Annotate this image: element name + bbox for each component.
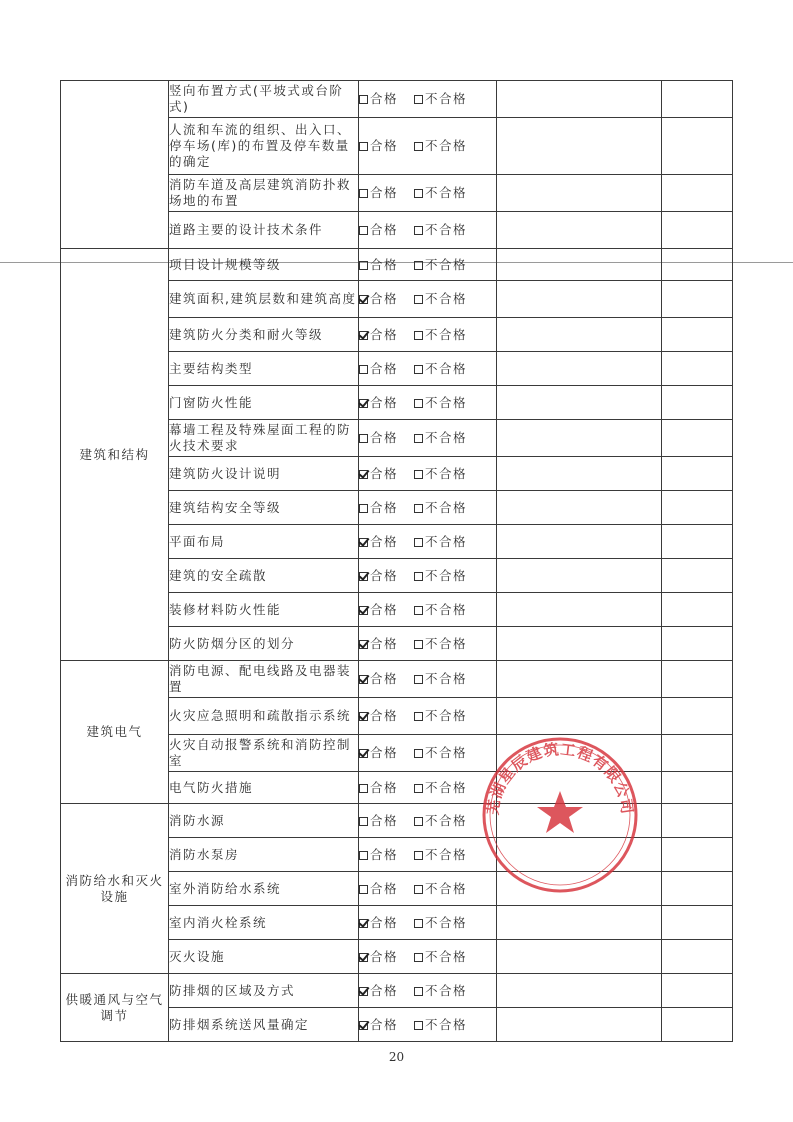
checked-box-icon[interactable] [359, 640, 368, 649]
remarks-cell [497, 940, 662, 974]
fail-option[interactable] [414, 361, 467, 377]
checkbox-icon[interactable] [414, 817, 423, 826]
pass-option[interactable] [359, 602, 398, 618]
checkbox-icon[interactable] [414, 640, 423, 649]
notes-cell [662, 525, 733, 559]
notes-cell [662, 906, 733, 940]
result-cell [359, 772, 497, 804]
fail-label: 不合格 [425, 185, 468, 200]
notes-cell [662, 838, 733, 872]
remarks-cell [497, 838, 662, 872]
pass-label: 合格 [370, 567, 399, 583]
fail-label: 不合格 [425, 567, 468, 583]
fail-label: 不合格 [425, 499, 468, 515]
fail-label: 不合格 [425, 601, 468, 617]
pass-option[interactable] [359, 430, 398, 446]
result-cell [359, 212, 497, 249]
fail-option[interactable] [414, 395, 467, 411]
fail-option[interactable] [414, 568, 467, 584]
checked-box-icon[interactable] [359, 675, 368, 684]
remarks-cell [497, 118, 662, 175]
result-cell [359, 457, 497, 491]
fail-label: 不合格 [425, 708, 468, 723]
remarks-cell [497, 81, 662, 118]
pass-label: 合格 [370, 291, 399, 306]
svg-text:芜湖星辰建筑工程有限公司: 芜湖星辰建筑工程有限公司 [483, 740, 637, 816]
review-item: 灭火设施 [169, 940, 359, 974]
remarks-cell [497, 906, 662, 940]
pass-label: 合格 [370, 222, 399, 237]
category-cell-hvac: 供暖通风与空气调节 [61, 974, 169, 1042]
fail-option[interactable] [414, 466, 467, 482]
pass-option[interactable] [359, 361, 398, 377]
review-item: 消防车道及高层建筑消防扑救场地的布置 [169, 175, 359, 212]
checkbox-icon[interactable] [414, 538, 423, 547]
checked-box-icon[interactable] [359, 572, 368, 581]
fail-option[interactable] [414, 185, 467, 201]
review-item: 道路主要的设计技术条件 [169, 212, 359, 249]
pass-option[interactable] [359, 813, 398, 829]
result-cell [359, 81, 497, 118]
pass-label: 合格 [370, 982, 399, 998]
fail-option[interactable] [414, 222, 467, 238]
remarks-cell [497, 525, 662, 559]
result-cell [359, 735, 497, 772]
review-item: 平面布局 [169, 525, 359, 559]
checked-box-icon[interactable] [359, 606, 368, 615]
review-item: 消防电源、配电线路及电器装置 [169, 661, 359, 698]
remarks-cell [497, 491, 662, 525]
table-row [61, 81, 733, 118]
checkbox-icon[interactable] [414, 142, 423, 151]
remarks-cell [497, 212, 662, 249]
pass-option[interactable] [359, 91, 398, 107]
checkbox-icon[interactable] [414, 226, 423, 235]
notes-cell [662, 804, 733, 838]
fail-option[interactable] [414, 534, 467, 550]
fail-option[interactable] [414, 500, 467, 516]
notes-cell [662, 559, 733, 593]
pass-option[interactable] [359, 708, 398, 724]
result-cell [359, 593, 497, 627]
notes-cell [662, 491, 733, 525]
checkbox-icon[interactable] [414, 919, 423, 928]
result-cell [359, 318, 497, 352]
remarks-cell [497, 457, 662, 491]
notes-cell [662, 974, 733, 1008]
fail-option[interactable] [414, 291, 467, 307]
notes-cell [662, 772, 733, 804]
pass-label: 合格 [370, 745, 399, 760]
checkbox-icon[interactable] [414, 953, 423, 962]
pass-option[interactable] [359, 395, 398, 411]
review-item: 竖向布置方式(平坡式或台阶式) [169, 81, 359, 118]
pass-label: 合格 [370, 914, 399, 930]
notes-cell [662, 318, 733, 352]
fail-option[interactable] [414, 813, 467, 829]
review-item: 消防水泵房 [169, 838, 359, 872]
pass-label: 合格 [370, 601, 399, 617]
pass-label: 合格 [370, 880, 399, 896]
pass-label: 合格 [370, 185, 399, 200]
fail-option[interactable] [414, 780, 467, 796]
result-cell [359, 872, 497, 906]
review-item: 主要结构类型 [169, 352, 359, 386]
review-item: 建筑面积,建筑层数和建筑高度 [169, 281, 359, 318]
fail-option[interactable] [414, 430, 467, 446]
pass-label: 合格 [370, 499, 399, 515]
fail-label: 不合格 [425, 326, 468, 342]
fail-label: 不合格 [425, 138, 468, 153]
notes-cell [662, 249, 733, 281]
pass-option[interactable] [359, 534, 398, 550]
fail-option[interactable] [414, 915, 467, 931]
fail-label: 不合格 [425, 394, 468, 410]
review-item: 防排烟系统送风量确定 [169, 1008, 359, 1042]
review-item: 门窗防火性能 [169, 386, 359, 420]
pass-option[interactable] [359, 466, 398, 482]
result-cell [359, 249, 497, 281]
checkbox-icon[interactable] [414, 470, 423, 479]
remarks-cell [497, 559, 662, 593]
remarks-cell [497, 352, 662, 386]
page-number: 20 [388, 1050, 405, 1064]
fail-option[interactable] [414, 881, 467, 897]
fail-label: 不合格 [425, 745, 468, 760]
review-item: 人流和车流的组织、出入口、停车场(库)的布置及停车数量的确定 [169, 118, 359, 175]
result-cell [359, 1008, 497, 1042]
fail-option[interactable] [414, 983, 467, 999]
fail-option[interactable] [414, 847, 467, 863]
checkbox-icon[interactable] [359, 434, 368, 443]
remarks-cell [497, 593, 662, 627]
pass-option[interactable] [359, 568, 398, 584]
pass-label: 合格 [370, 812, 399, 828]
checkbox-icon[interactable] [359, 851, 368, 860]
pass-label: 合格 [370, 138, 399, 153]
pass-option[interactable] [359, 745, 398, 761]
pass-option[interactable] [359, 327, 398, 343]
notes-cell [662, 735, 733, 772]
checkbox-icon[interactable] [414, 784, 423, 793]
category-cell-water-supply: 消防给水和灭火设施 [61, 804, 169, 974]
fail-label: 不合格 [425, 430, 468, 445]
pass-label: 合格 [370, 671, 399, 686]
checked-box-icon[interactable] [359, 295, 368, 304]
checked-box-icon[interactable] [359, 1021, 368, 1030]
checkbox-icon[interactable] [359, 885, 368, 894]
notes-cell [662, 118, 733, 175]
pass-option[interactable] [359, 1017, 398, 1033]
checkbox-icon[interactable] [414, 606, 423, 615]
result-cell [359, 352, 497, 386]
remarks-cell [497, 772, 662, 804]
pass-option[interactable] [359, 847, 398, 863]
checked-box-icon[interactable] [359, 987, 368, 996]
table-row [61, 974, 733, 1008]
notes-cell [662, 872, 733, 906]
checked-box-icon[interactable] [359, 953, 368, 962]
fail-option[interactable] [414, 1017, 467, 1033]
fail-option[interactable] [414, 327, 467, 343]
review-item: 建筑结构安全等级 [169, 491, 359, 525]
pass-option[interactable] [359, 915, 398, 931]
fail-label: 不合格 [425, 291, 468, 306]
checkbox-icon[interactable] [414, 1021, 423, 1030]
result-cell [359, 386, 497, 420]
fail-label: 不合格 [425, 91, 468, 106]
checked-box-icon[interactable] [359, 712, 368, 721]
fail-option[interactable] [414, 138, 467, 154]
fail-label: 不合格 [425, 222, 468, 237]
checkbox-icon[interactable] [414, 295, 423, 304]
result-cell [359, 804, 497, 838]
pass-option[interactable] [359, 983, 398, 999]
checkbox-icon[interactable] [414, 189, 423, 198]
remarks-cell [497, 804, 662, 838]
checkbox-icon[interactable] [359, 365, 368, 374]
checked-box-icon[interactable] [359, 470, 368, 479]
review-item: 建筑的安全疏散 [169, 559, 359, 593]
fail-label: 不合格 [425, 465, 468, 481]
checkbox-icon[interactable] [414, 504, 423, 513]
remarks-cell [497, 627, 662, 661]
result-cell [359, 175, 497, 212]
remarks-cell [497, 386, 662, 420]
remarks-cell [497, 318, 662, 352]
checkbox-icon[interactable] [359, 261, 368, 270]
result-cell [359, 838, 497, 872]
checkbox-icon[interactable] [414, 331, 423, 340]
checkbox-icon[interactable] [414, 365, 423, 374]
fail-label: 不合格 [425, 914, 468, 930]
fail-label: 不合格 [425, 360, 468, 376]
pass-option[interactable] [359, 138, 398, 154]
fail-option[interactable] [414, 949, 467, 965]
notes-cell [662, 352, 733, 386]
fail-label: 不合格 [425, 635, 468, 651]
checked-box-icon[interactable] [359, 538, 368, 547]
remarks-cell [497, 249, 662, 281]
checkbox-icon[interactable] [359, 95, 368, 104]
checkbox-icon[interactable] [414, 261, 423, 270]
fail-option[interactable] [414, 636, 467, 652]
checked-box-icon[interactable] [359, 919, 368, 928]
pass-label: 合格 [370, 430, 399, 445]
checkbox-icon[interactable] [359, 784, 368, 793]
notes-cell [662, 457, 733, 491]
checkbox-icon[interactable] [414, 399, 423, 408]
notes-cell [662, 593, 733, 627]
pass-option[interactable] [359, 780, 398, 796]
notes-cell [662, 940, 733, 974]
pass-option[interactable] [359, 257, 398, 273]
pass-label: 合格 [370, 533, 399, 549]
result-cell [359, 118, 497, 175]
result-cell [359, 525, 497, 559]
table-row [61, 661, 733, 698]
review-item: 幕墙工程及特殊屋面工程的防火技术要求 [169, 420, 359, 457]
review-item: 电气防火措施 [169, 772, 359, 804]
pass-option[interactable] [359, 222, 398, 238]
review-item: 火灾应急照明和疏散指示系统 [169, 698, 359, 735]
review-item: 防火防烟分区的划分 [169, 627, 359, 661]
result-cell [359, 940, 497, 974]
checkbox-icon[interactable] [414, 851, 423, 860]
pass-label: 合格 [370, 394, 399, 410]
result-cell [359, 906, 497, 940]
pass-label: 合格 [370, 846, 399, 862]
pass-label: 合格 [370, 635, 399, 651]
category-cell-general [61, 81, 169, 249]
checkbox-icon[interactable] [414, 712, 423, 721]
review-item: 建筑防火设计说明 [169, 457, 359, 491]
pass-label: 合格 [370, 326, 399, 342]
checkbox-icon[interactable] [359, 226, 368, 235]
pass-label: 合格 [370, 1016, 399, 1032]
checkbox-icon[interactable] [359, 142, 368, 151]
notes-cell [662, 420, 733, 457]
pass-label: 合格 [370, 708, 399, 723]
notes-cell [662, 212, 733, 249]
review-item: 装修材料防火性能 [169, 593, 359, 627]
fail-option[interactable] [414, 745, 467, 761]
result-cell [359, 559, 497, 593]
review-item: 火灾自动报警系统和消防控制室 [169, 735, 359, 772]
result-cell [359, 627, 497, 661]
fail-label: 不合格 [425, 779, 468, 795]
checked-box-icon[interactable] [359, 331, 368, 340]
remarks-cell [497, 281, 662, 318]
notes-cell [662, 281, 733, 318]
checked-box-icon[interactable] [359, 399, 368, 408]
review-item: 防排烟的区域及方式 [169, 974, 359, 1008]
checkbox-icon[interactable] [414, 987, 423, 996]
checked-box-icon[interactable] [359, 749, 368, 758]
pass-option[interactable] [359, 185, 398, 201]
table-row [61, 804, 733, 838]
pass-option[interactable] [359, 500, 398, 516]
result-cell [359, 420, 497, 457]
fail-label: 不合格 [425, 948, 468, 964]
result-cell [359, 661, 497, 698]
review-item: 建筑防火分类和耐火等级 [169, 318, 359, 352]
table-row [61, 249, 733, 281]
notes-cell [662, 1008, 733, 1042]
fail-label: 不合格 [425, 880, 468, 896]
fail-label: 不合格 [425, 846, 468, 862]
result-cell [359, 974, 497, 1008]
checkbox-icon[interactable] [414, 95, 423, 104]
checkbox-icon[interactable] [359, 817, 368, 826]
category-cell-electrical: 建筑电气 [61, 661, 169, 804]
fail-option[interactable] [414, 257, 467, 273]
pass-label: 合格 [370, 256, 399, 272]
remarks-cell [497, 735, 662, 772]
pass-label: 合格 [370, 948, 399, 964]
remarks-cell [497, 175, 662, 212]
checkbox-icon[interactable] [414, 434, 423, 443]
fail-label: 不合格 [425, 982, 468, 998]
pass-option[interactable] [359, 636, 398, 652]
category-cell-architecture: 建筑和结构 [61, 249, 169, 661]
checkbox-icon[interactable] [359, 504, 368, 513]
fail-label: 不合格 [425, 812, 468, 828]
review-item: 室内消火栓系统 [169, 906, 359, 940]
remarks-cell [497, 1008, 662, 1042]
remarks-cell [497, 872, 662, 906]
result-cell [359, 281, 497, 318]
review-item: 室外消防给水系统 [169, 872, 359, 906]
fail-label: 不合格 [425, 533, 468, 549]
notes-cell [662, 661, 733, 698]
checkbox-icon[interactable] [414, 749, 423, 758]
result-cell [359, 491, 497, 525]
checkbox-icon[interactable] [414, 572, 423, 581]
fail-label: 不合格 [425, 256, 468, 272]
pass-label: 合格 [370, 360, 399, 376]
pass-option[interactable] [359, 671, 398, 687]
fail-label: 不合格 [425, 1016, 468, 1032]
review-item: 消防水源 [169, 804, 359, 838]
result-cell [359, 698, 497, 735]
pass-option[interactable] [359, 949, 398, 965]
fail-option[interactable] [414, 602, 467, 618]
pass-label: 合格 [370, 91, 399, 106]
fail-option[interactable] [414, 671, 467, 687]
notes-cell [662, 698, 733, 735]
remarks-cell [497, 698, 662, 735]
notes-cell [662, 81, 733, 118]
remarks-cell [497, 974, 662, 1008]
fail-option[interactable] [414, 91, 467, 107]
pass-label: 合格 [370, 465, 399, 481]
notes-cell [662, 627, 733, 661]
fail-option[interactable] [414, 708, 467, 724]
checkbox-icon[interactable] [414, 885, 423, 894]
remarks-cell [497, 661, 662, 698]
pass-option[interactable] [359, 881, 398, 897]
checkbox-icon[interactable] [359, 189, 368, 198]
fire-review-checklist-table [60, 80, 733, 1042]
review-item: 项目设计规模等级 [169, 249, 359, 281]
fail-label: 不合格 [425, 671, 468, 686]
remarks-cell [497, 420, 662, 457]
checkbox-icon[interactable] [414, 675, 423, 684]
notes-cell [662, 175, 733, 212]
notes-cell [662, 386, 733, 420]
pass-label: 合格 [370, 779, 399, 795]
pass-option[interactable] [359, 291, 398, 307]
